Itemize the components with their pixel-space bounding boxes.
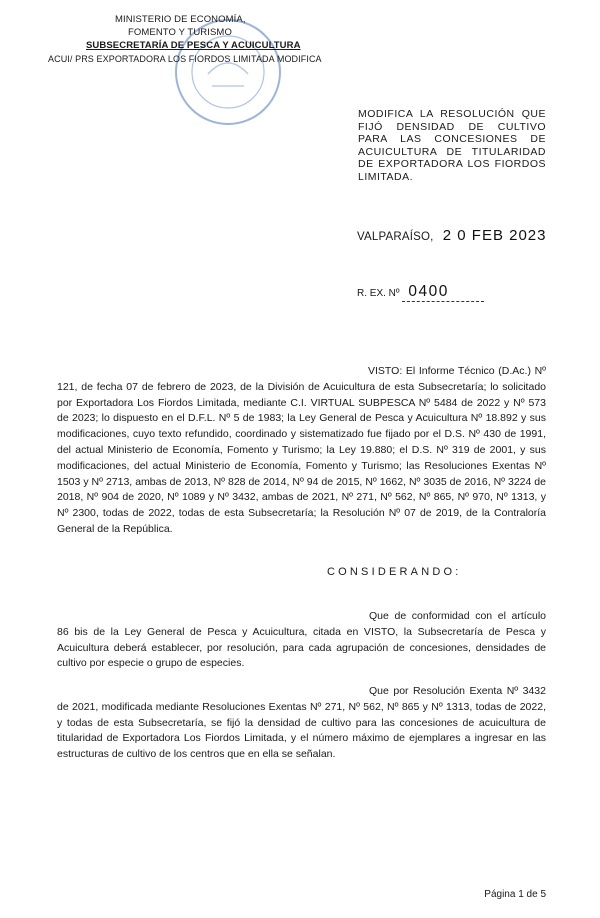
page-number: Página 1 de 5 [484, 889, 546, 900]
considerando-paragraph-1: Que de conformidad con el artículo 86 bis de la Ley General de Pesca y Acuicultura, citada en VISTO, la Subsecretaría de Pesca y Acuicultura deberá establecer, por resolución, para cada agrupación de concesiones, densidades de cultivo por especie o grupo de especies. [57, 610, 546, 670]
header-reference: ACUI/ PRS EXPORTADORA LOS FIORDOS LIMITADA MODIFICA [48, 54, 322, 64]
resolution-subject: MODIFICA LA RESOLUCIÓN QUE FIJÓ DENSIDAD DE CULTIVO PARA LAS CONCESIONES DE ACUICULTURA DE TITULARIDAD DE EXPORTADORA LOS FIORDOS LIMITADA. [358, 108, 546, 183]
considerando-heading: CONSIDERANDO: [327, 566, 462, 578]
date-stamp: 2 0 FEB 2023 [442, 227, 547, 244]
resolution-number-row [357, 283, 484, 302]
date-place: VALPARAÍSO, [357, 231, 434, 243]
date-row [357, 227, 547, 244]
header-ministry: MINISTERIO DE ECONOMÍA, [115, 14, 246, 25]
header-ministry-sub: FOMENTO Y TURISMO [128, 27, 232, 38]
header-subsecretaria: SUBSECRETARÍA DE PESCA Y ACUICULTURA [86, 40, 301, 51]
resolution-label: R. EX. Nº [357, 288, 400, 299]
visto-paragraph: VISTO: El Informe Técnico (D.Ac.) Nº 121, de fecha 07 de febrero de 2023, de la División de Acuicultura de esta Subsecretaría; lo solicitado por Exportadora Los Fiordos Limitada, mediante C.I. VIRTUAL SUBPESCA Nº 5484 de 2022 y Nº 573 de 2023; lo dispuesto en el D.F.L. Nº 5 de 1983; la Ley General de Pesca y Acuicultura Nº 18.892 y sus modificaciones, cuyo texto refundido, coordinado y sistematizado fue fijado por el D.S. Nº 430 de 1991, del actual Ministerio de Economía, Fomento y Turismo; la Ley 19.880; el D.S. Nº 319 de 2001, y sus modificaciones, del actual Ministerio de Economía, Fomento y Turismo; las Resoluciones Exentas Nº 1503 y Nº 2713, ambas de 2013, Nº 828 de 2014, Nº 94 de 2015, Nº 1662, Nº 3035 de 2016, Nº 3224 de 2018, Nº 904 de 2020, Nº 1089 y Nº 3432, ambas de 2021, Nº 271, Nº 562, Nº 865, Nº 970, Nº 1313, y Nº 2300, todas de 2022, todas de esta Subsecretaría; la Resolución Nº 07 de 2019, de la Contraloría General de la República. [57, 365, 546, 535]
considerando-paragraph-2: Que por Resolución Exenta Nº 3432 de 2021, modificada mediante Resoluciones Exentas Nº 271, Nº 562, Nº 865 y Nº 1313, todas de 2022, y todas de esta Subsecretaría, se fijó la densidad de cultivo para las concesiones de acuicultura de titularidad de Exportadora Los Fiordos Limitada, y el número máximo de ejemplares a ingresar en las estructuras de cultivo de los centros que en ella se señalan. [57, 685, 546, 761]
resolution-number-line [402, 283, 484, 302]
resolution-number: 0400 [408, 283, 449, 300]
